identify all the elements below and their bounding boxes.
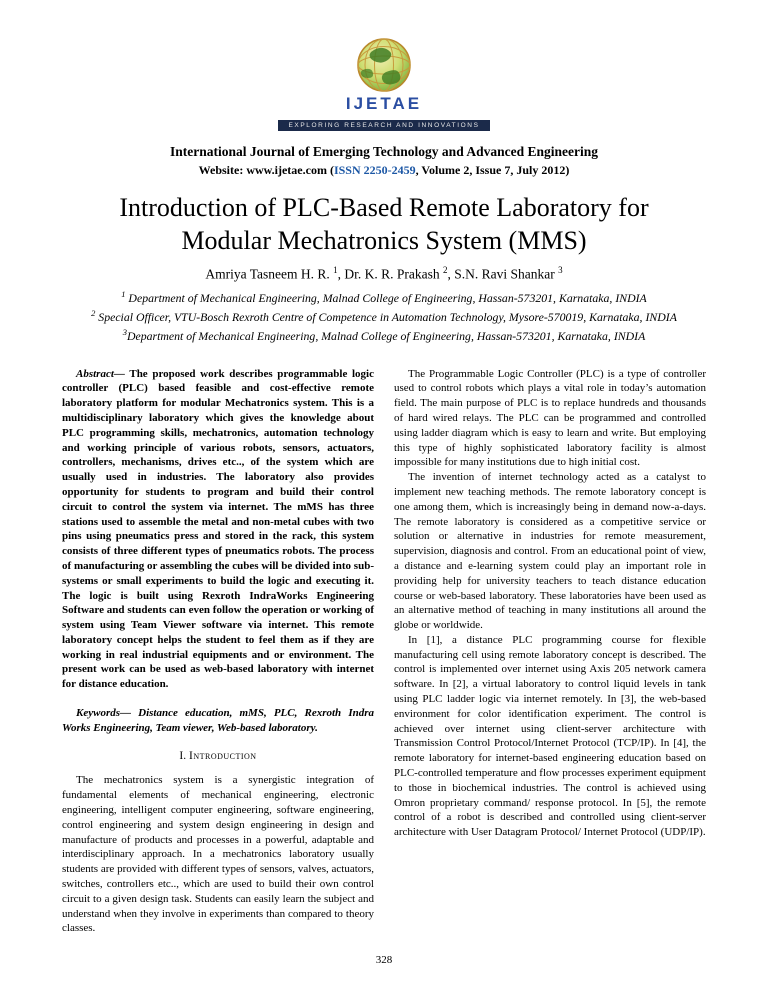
author-3: S.N. Ravi Shankar <box>454 266 559 282</box>
journal-name: International Journal of Emerging Technology and Advanced Engineering <box>170 144 598 159</box>
body-paragraph: The invention of internet technology acted as a catalyst to implement new teaching methods. The remote laboratory concept is one among them, which is increasingly being in demand now-a-days. The remote laboratory is considered as a competitive service or solution or alternative in industries for remote measurement, supervision, diagnosis and control. From an educational point of view, a distance and e-learning system could play an important role in providing help for university teachers to teach distance education course or web-based laboratory. These laboratories have been used as an alternative method of teaching in many institutions all around the globe or worldwide. <box>394 471 706 632</box>
journal-logo <box>278 36 489 132</box>
section-title: Introduction <box>188 749 257 762</box>
website-suffix: , Volume 2, Issue 7, July 2012) <box>415 163 570 177</box>
affiliation-2-mark: 2 <box>91 307 96 318</box>
page-footer <box>0 954 768 966</box>
intro-paragraph: The mechatronics system is a synergistic integration of fundamental elements of mechanical engineering, electronic engineering, intelligent computer engineering, software engineering, control engineering and system design engineering in design and manufacture of products and processes in a powerful, adaptable and interdisciplinary approach. In a mechatronics laboratory usually students are provided with different types of sensors, valves, actuators, switches, controllers etc.., which are used to build their own control circuit to a given design task. Students can easily learn the subject and understand when they involve in experiments than compared to theory classes. <box>62 774 374 935</box>
author-1: Amriya Tasneem H. R. <box>205 266 334 282</box>
affiliations-block <box>62 288 706 345</box>
globe-icon <box>340 36 428 96</box>
page-number: 328 <box>375 954 393 966</box>
abstract <box>62 367 374 693</box>
author-separator: , <box>337 266 345 282</box>
website-prefix: Website: www.ijetae.com ( <box>198 163 334 177</box>
affiliation-2 <box>62 307 706 326</box>
affiliation-1 <box>62 288 706 307</box>
paper-body <box>62 367 706 937</box>
abstract-text: The proposed work describes programmable logic controller (PLC) based feasible and cost-effective remote laboratory platform for modular Mechatronics system. This is a multidisciplinary laboratory which gives the knowledge about PLC programming skills, mechatronics, automation technology and working principle of various robots, sensors, actuators, controllers, mechanisms, drives etc.., of the system which are usually used in industries. The laboratory also provides opportunity for students to program and build their control circuit to control the system via internet. The mMS has three stations used to assemble the metal and non-metal cubes with two pins using pneumatics press and stored in the rack, this system consists of three different types of pneumatics robots. The process of manufacturing or assembling the cubes will be divided into sub-systems or small experiments to build the logic and executing it. The logic is built using Rexroth IndraWorks Engineering Software and students can even follow the operation or working of system using Team Viewer software via internet. This remote laboratory concept helps the student to feel them as if they are working in real industrial equipments and or environment. The present work can be used as web-based laboratory with internet for distance education. <box>62 367 374 691</box>
author-1-affmark: 1 <box>333 265 338 275</box>
logo-wordmark: IJETAE <box>345 94 423 113</box>
keywords-text: Distance education, mMS, PLC, Rexroth Indra Works Engineering, Team viewer, Web-based laboratory. <box>62 707 374 734</box>
author-separator: , <box>447 266 455 282</box>
website-line <box>62 163 706 178</box>
affiliation-3 <box>62 326 706 345</box>
logo-tagline: EXPLORING RESEARCH AND INNOVATIONS <box>278 120 489 131</box>
authors-line <box>62 265 706 283</box>
keywords-label: Keywords— <box>76 707 131 720</box>
section-number: I. <box>179 749 187 762</box>
author-2-affmark: 2 <box>443 265 448 275</box>
affiliation-3-mark: 3 <box>122 326 127 337</box>
keywords <box>62 706 374 736</box>
paper-title <box>62 192 706 257</box>
left-column <box>62 367 374 937</box>
abstract-label: Abstract— <box>76 367 125 380</box>
issn-link[interactable]: ISSN 2250-2459 <box>333 163 416 177</box>
body-paragraph: The Programmable Logic Controller (PLC) is a type of controller used to control robots which plays a vital role in today’s automation field. The main purpose of PLC is to replace hundreds and thousands of hard wired relays. The PLC can be programmed and controlled using ladder diagram which is easy to learn and write. But employing this type of highly sophisticated laboratory facility is almost impossible for many institutions due to high initial cost. <box>394 367 706 469</box>
body-paragraph: In [1], a distance PLC programming course for flexible manufacturing cell using remote laboratory concept is described. The control is implemented over internet using Axis 205 network camera software. In [2], a virtual laboratory to control liquid levels in tank using PLC ladder logic via internet remotely. In [3], the web-based environment for color identification experiment. The control is achieved over internet using client-server architecture with Transmission Control Protocol/Internet Protocol (TCP/IP). In [4], the remote laboratory for internet-based engineering education based on PLC-controlled temperature and flow processes experiment equipment to those in biochemical industries. The control is achieved using Omron proprietary command/ response protocol. In [5], the remote control of a robot is described and controlled using client-server architecture with User Datagram Protocol/ Internet Protocol (UDP/IP). <box>394 633 706 839</box>
paper-title-line1: Introduction of PLC-Based Remote Laboratory for <box>119 193 649 222</box>
affiliation-1-mark: 1 <box>121 288 126 299</box>
right-column <box>394 367 706 937</box>
section-heading-introduction <box>62 749 374 764</box>
affiliation-3-text: Department of Mechanical Engineering, Malnad College of Engineering, Hassan-573201, Karnataka, INDIA <box>126 328 646 343</box>
paper-title-line2: Modular Mechatronics System (MMS) <box>181 225 587 255</box>
affiliation-1-text: Department of Mechanical Engineering, Malnad College of Engineering, Hassan-573201, Karnataka, INDIA <box>125 290 647 305</box>
author-2: Dr. K. R. Prakash <box>344 266 444 282</box>
affiliation-2-text: Special Officer, VTU-Bosch Rexroth Centre of Competence in Automation Technology, Mysore-570019, Karnataka, INDIA <box>95 309 677 324</box>
author-3-affmark: 3 <box>558 265 563 275</box>
journal-header <box>62 36 706 178</box>
